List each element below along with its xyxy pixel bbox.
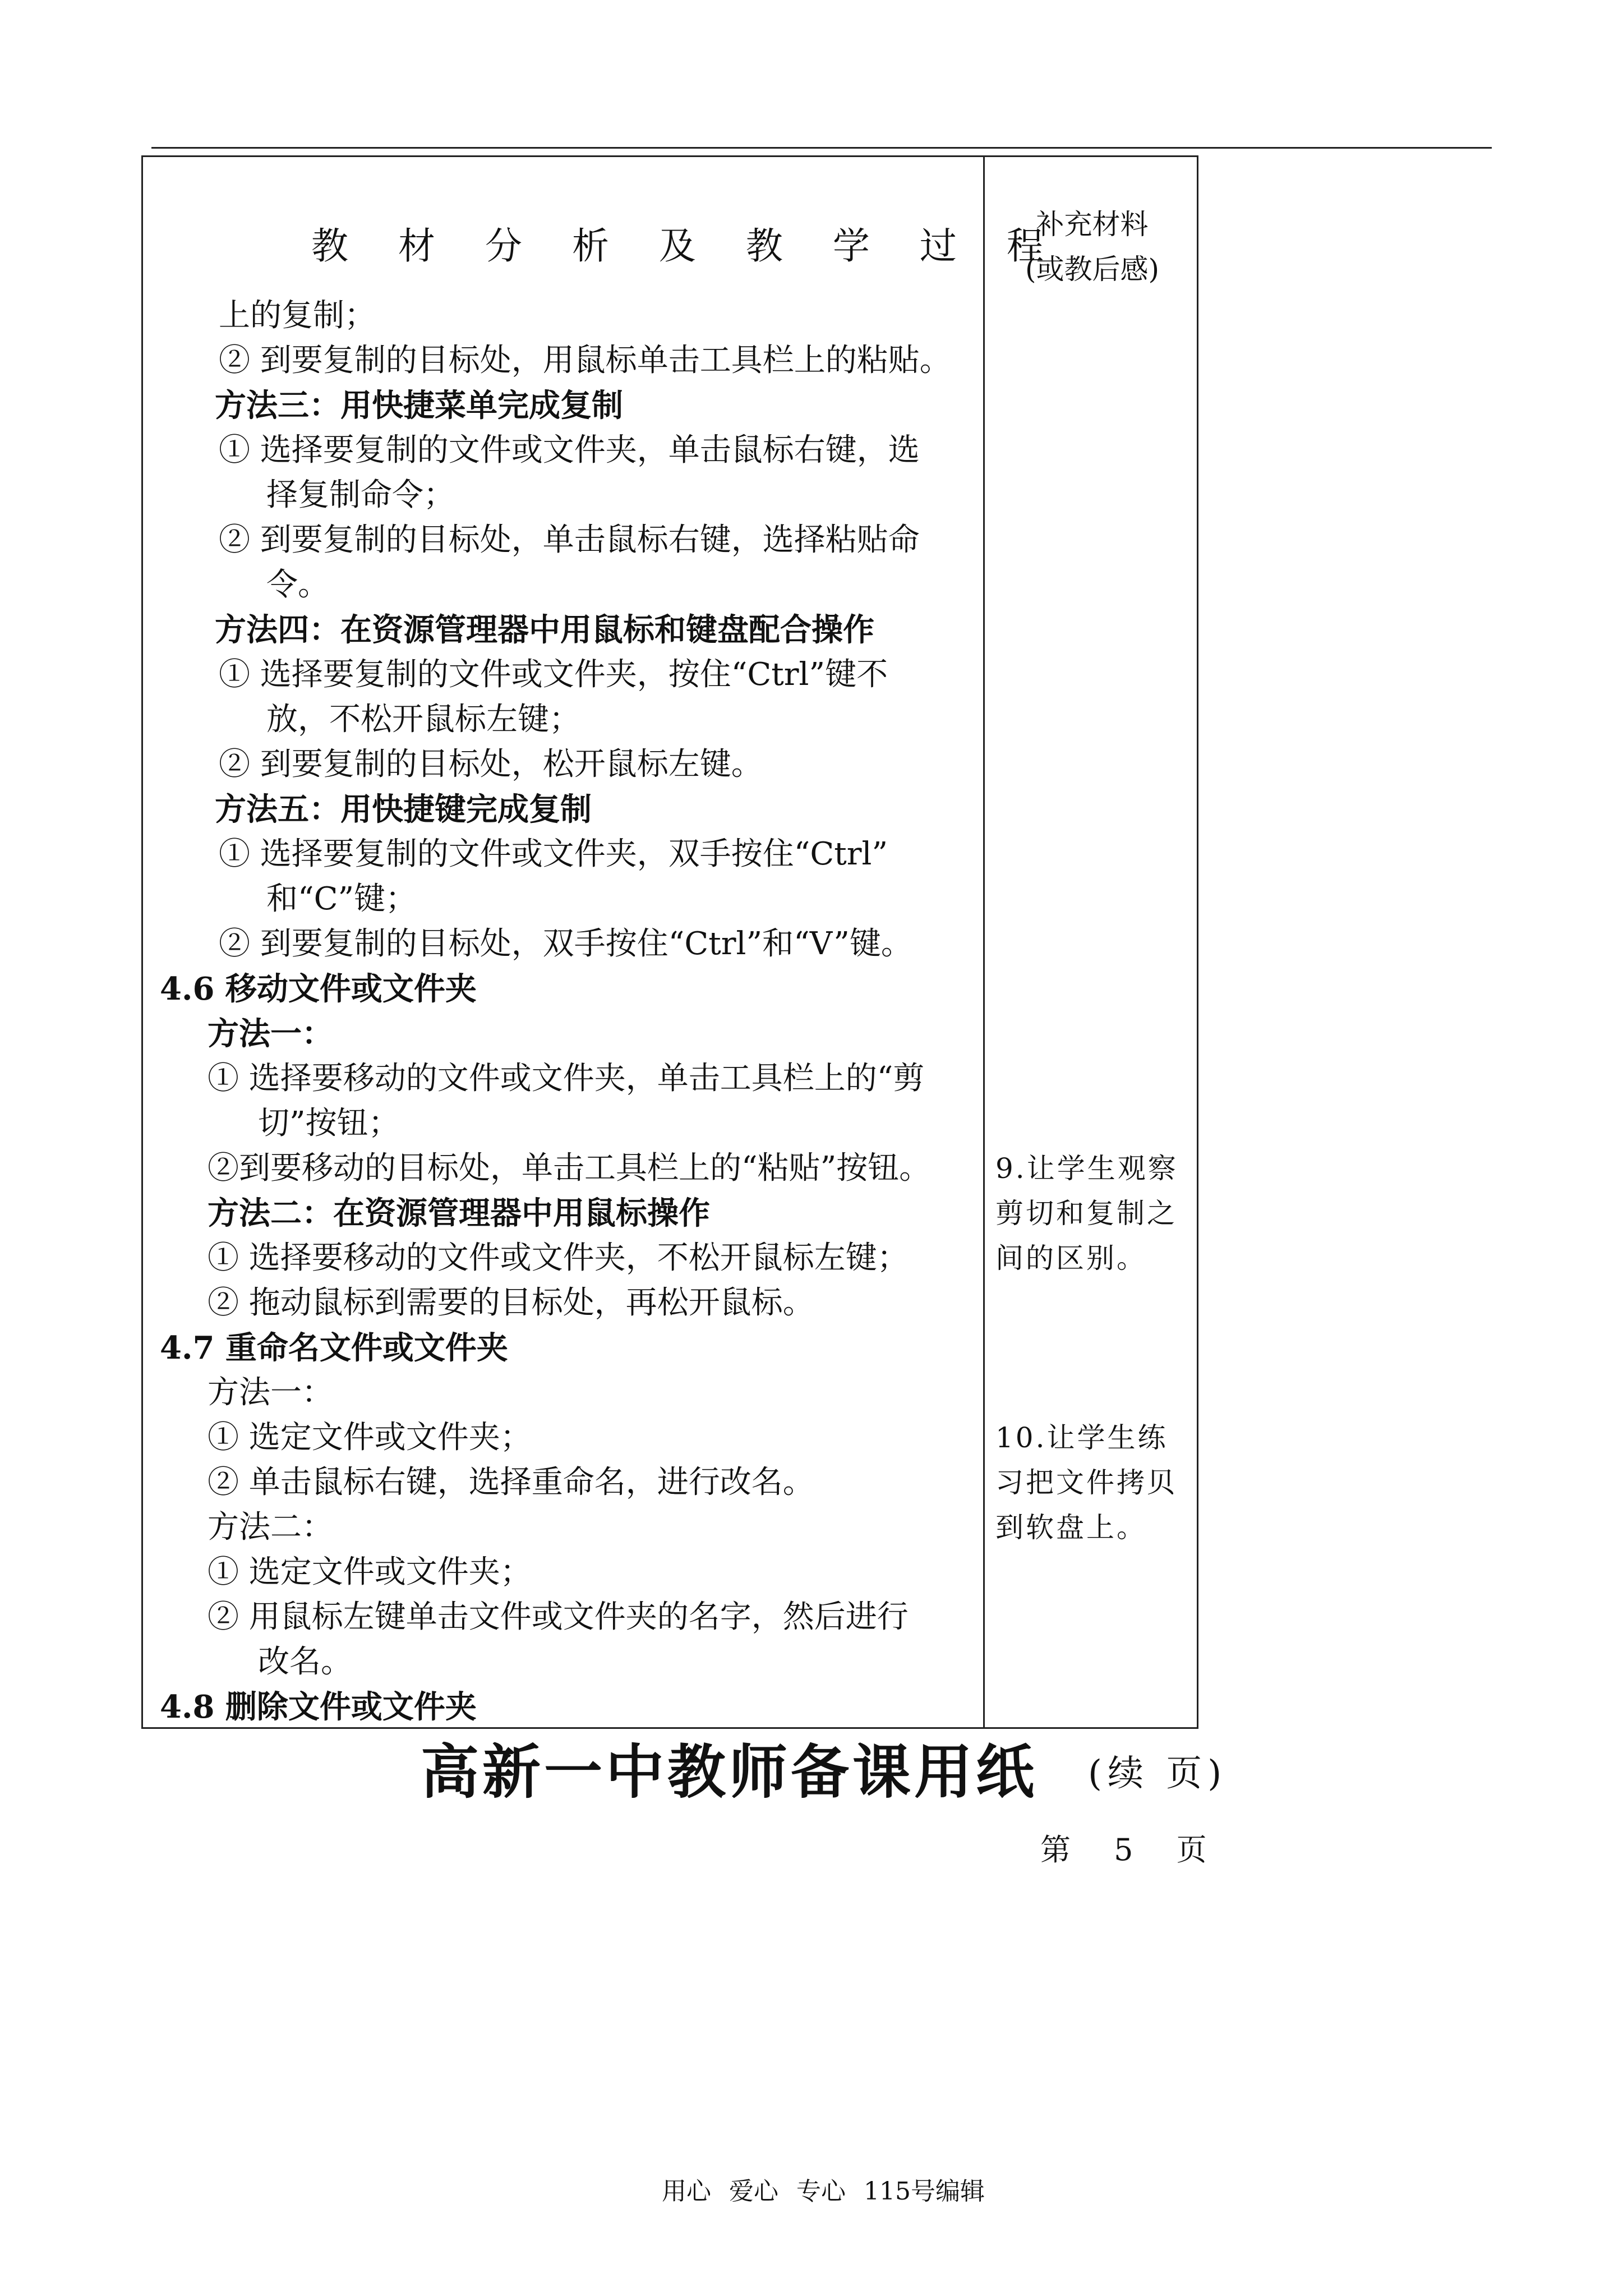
- side-note: 剪切和复制之: [995, 1197, 1177, 1230]
- method-heading: 方法二：在资源管理器中用鼠标操作: [208, 1195, 710, 1232]
- body-line: 方法一：: [208, 1374, 333, 1411]
- method-heading: 方法三：用快捷菜单完成复制: [215, 387, 623, 424]
- page-title: 高新一中教师备课用纸: [421, 1738, 1038, 1806]
- body-line: ② 拖动鼠标到需要的目标处，再松开鼠标。: [208, 1285, 814, 1321]
- method-heading: 方法一：: [208, 1015, 333, 1052]
- section-heading: 4.8 删除文件或文件夹: [160, 1688, 477, 1726]
- section-heading: 4.7 重命名文件或文件夹: [160, 1329, 508, 1366]
- body-line: ① 选定文件或文件夹；: [208, 1419, 532, 1456]
- body-line: ① 选择要复制的文件或文件夹，按住“Ctrl”键不: [219, 656, 888, 693]
- body-line: ②到要移动的目标处，单击工具栏上的“粘贴”按钮。: [208, 1150, 931, 1186]
- body-line: 择复制命令；: [266, 477, 455, 513]
- page-title-sub: (续 页): [1088, 1753, 1228, 1795]
- method-heading: 方法五：用快捷键完成复制: [215, 791, 592, 828]
- page-footer: 用心 爱心 专心 115号编辑: [662, 2177, 985, 2206]
- body-line: ② 单击鼠标右键，选择重命名，进行改名。: [208, 1464, 814, 1501]
- body-line: 上的复制；: [219, 297, 376, 334]
- body-line: 放，不松开鼠标左键；: [266, 701, 580, 738]
- body-line: ① 选择要移动的文件或文件夹，不松开鼠标左键；: [208, 1240, 909, 1276]
- body-line: ② 到要复制的目标处，双手按住“Ctrl”和“V”键。: [219, 926, 912, 962]
- side-note: 10.让学生练: [995, 1421, 1168, 1454]
- body-line: ① 选定文件或文件夹；: [208, 1554, 532, 1590]
- side-note: 习把文件拷贝: [995, 1466, 1177, 1499]
- section-heading: 4.6 移动文件或文件夹: [160, 970, 477, 1007]
- table-heading: 教 材 分 析 及 教 学 过 程: [311, 224, 1063, 268]
- body-line: ① 选择要移动的文件或文件夹，单击工具栏上的“剪: [208, 1060, 925, 1097]
- side-note: 间的区别。: [995, 1242, 1147, 1274]
- body-line: 改名。: [258, 1644, 352, 1680]
- body-line: 令。: [266, 567, 329, 603]
- supplement-heading: 补充材料 (或教后感): [1025, 208, 1159, 286]
- column-divider: [983, 157, 985, 1727]
- method-heading: 方法四：在资源管理器中用鼠标和键盘配合操作: [215, 611, 874, 648]
- body-line: ② 用鼠标左键单击文件或文件夹的名字，然后进行: [208, 1599, 909, 1635]
- body-line: ② 到要复制的目标处，用鼠标单击工具栏上的粘贴。: [219, 342, 951, 379]
- body-line: 方法二：: [208, 1509, 333, 1545]
- side-note: 到软盘上。: [995, 1511, 1147, 1544]
- body-line: 和“C”键；: [266, 881, 417, 917]
- header-rule: [151, 147, 1492, 149]
- body-line: ① 选择要复制的文件或文件夹，双手按住“Ctrl”: [219, 836, 888, 872]
- body-line: ② 到要复制的目标处，单击鼠标右键，选择粘贴命: [219, 522, 920, 558]
- lesson-table: [141, 155, 1198, 1729]
- body-line: 切”按钮；: [258, 1105, 400, 1142]
- body-line: ① 选择要复制的文件或文件夹，单击鼠标右键，选: [219, 432, 920, 468]
- page-number: 第 5 页: [1040, 1832, 1207, 1867]
- body-line: ② 到要复制的目标处，松开鼠标左键。: [219, 746, 763, 783]
- side-note: 9.让学生观察: [995, 1152, 1178, 1185]
